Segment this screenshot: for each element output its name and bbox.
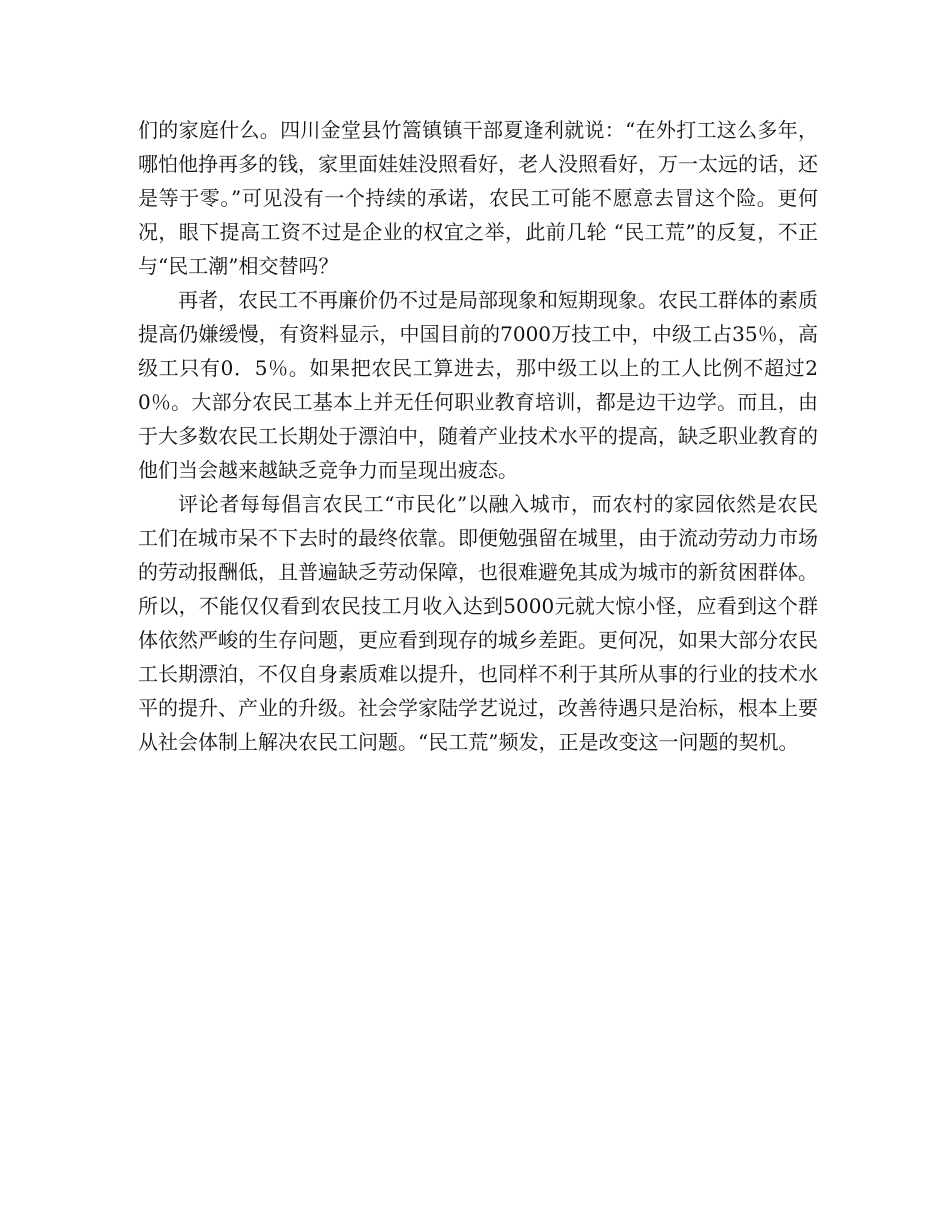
paragraph-2: 再者，农民工不再廉价仍不过是局部现象和短期现象。农民工群体的素质提高仍嫌缓慢，有资料显示，中国目前的7000万技工中，中级工占35％，高级工只有0．5％。如果把农民工算进去，那中级工以上的工人比例不超过20％。大部分农民工基本上并无任何职业教育培训，都是边干边学。而且，由于大多数农民工长期处于漂泊中，随着产业技术水平的提高，缺乏职业教育的他们当会越来越缺乏竞争力而呈现出疲态。: [138, 288, 818, 482]
paragraph-3: 评论者每每倡言农民工“市民化”以融入城市，而农村的家园依然是农民工们在城市呆不下去时的最终依靠。即便勉强留在城里，由于流动劳动力市场的劳动报酬低，且普遍缺乏劳动保障，也很难避免其成为城市的新贫困群体。所以，不能仅仅看到农民技工月收入达到5000元就大惊小怪，应看到这个群体依然严峻的生存问题，更应看到现存的城乡差距。更何况，如果大部分农民工长期漂泊，不仅自身素质难以提升，也同样不利于其所从事的行业的技术水平的提升、产业的升级。社会学家陆学艺说过，改善待遇只是治标，根本上要从社会体制上解决农民工问题。“民工荒”频发，正是改变这一问题的契机。: [138, 492, 818, 754]
paragraph-1: 们的家庭什么。四川金堂县竹篙镇镇干部夏逢利就说：“在外打工这么多年，哪怕他挣再多的钱，家里面娃娃没照看好，老人没照看好，万一太远的话，还是等于零。”可见没有一个持续的承诺，农民工可能不愿意去冒这个险。更何况，眼下提高工资不过是企业的权宜之举，此前几轮 “民工荒”的反复，不正与“民工潮”相交替吗？: [138, 118, 818, 278]
article-body: [138, 113, 818, 759]
